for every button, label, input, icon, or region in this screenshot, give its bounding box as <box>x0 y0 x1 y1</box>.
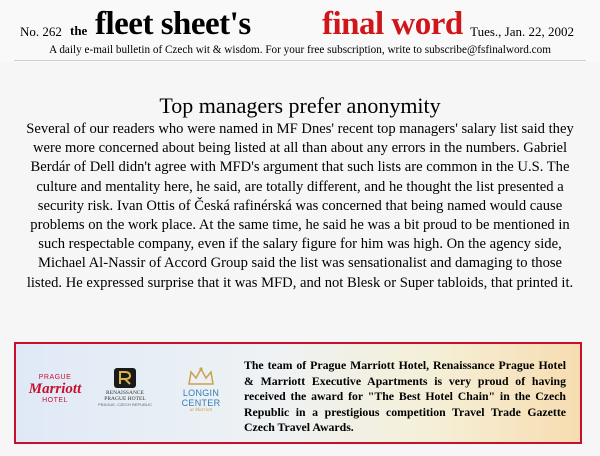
renaissance-logo-line2: PRAGUE HOTEL <box>104 396 146 402</box>
tagline: A daily e-mail bulletin of Czech wit & wisdom. For your free subscription, write to subscribe@fsfinalword.com <box>49 44 551 56</box>
issue-date: Tues., Jan. 22, 2002 <box>470 24 574 39</box>
renaissance-emblem-icon <box>112 366 138 390</box>
longin-logo-line1: LONGIN CENTER <box>181 388 221 408</box>
advertisement-text: The team of Prague Marriott Hotel, Renaissance Prague Hotel & Marriott Executive Apartments is very proud of having received the award for "The Best Hotel Chain" in the Czech Republic in a prestigious competition Travel Trade Gazette Czech Travel Awards. <box>244 358 566 435</box>
title-fleet-sheets: fleet sheet's <box>95 6 251 42</box>
marriott-logo-line2: Marriott <box>28 381 82 397</box>
masthead-divider <box>14 60 586 61</box>
longin-logo-line2: at Marriott <box>189 408 213 413</box>
title-final-word: final word <box>322 6 463 42</box>
article-headline: Top managers prefer anonymity <box>159 92 441 118</box>
newsletter-title <box>70 6 470 44</box>
renaissance-logo-line1: RENAISSANCE <box>106 390 144 396</box>
renaissance-logo-line3: PRAGUE, CZECH REPUBLIC <box>97 402 152 407</box>
article-body: Several of our readers who were named in MF Dnes' recent top managers' salary list said they were more concerned about being listed at all than about any errors in the numbers. Gabriel Berdár of Dell didn't agree with MFD's argument that such lists are common in the U.S. The culture and mentality here, he said, are totally different, and he thought the list presented a security risk. Ivan Ottis of Česká rafinérská was concerned that being named would cause problems on the work place. At the same time, he said he was a bit proud to be mentioned in such respectable company, even if the salary figure for him was high. On the agency side, Michael Al-Nassir of Accord Group said the list was sensationalist and damaging to those listed. He expressed surprise that it was MFD, and not Blesk or Super tabloids, that printed it. <box>26 121 574 291</box>
longin-crown-icon <box>184 366 218 388</box>
title-the: the <box>70 23 88 38</box>
longin-center-logo <box>164 366 238 413</box>
masthead <box>0 0 600 62</box>
issue-number: No. 262 <box>20 24 62 39</box>
prague-marriott-logo <box>22 374 88 404</box>
marriott-logo-line1: PRAGUE <box>38 374 72 381</box>
renaissance-prague-logo <box>94 366 156 407</box>
marriott-logo-line3: HOTEL <box>42 397 68 404</box>
advertisement-box[interactable] <box>14 342 582 444</box>
hotel-logos <box>22 366 240 422</box>
